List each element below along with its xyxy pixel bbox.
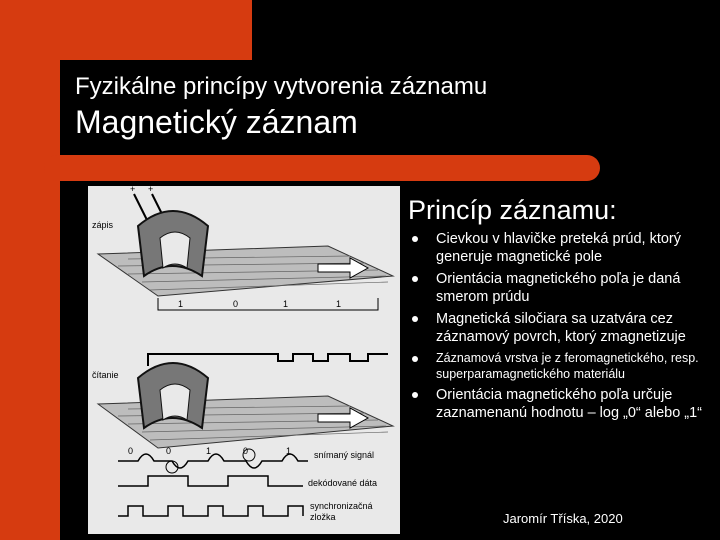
bit-top-1: 1 xyxy=(178,299,184,309)
bullet-text: Cievkou v hlavičke preteká prúd, ktorý generuje magnetické pole xyxy=(436,231,681,265)
sensed-signal-label: snímaný signál xyxy=(314,450,375,460)
title-underline-bar xyxy=(60,155,600,181)
bullet-item xyxy=(412,270,712,306)
bullet-dot-icon xyxy=(412,316,418,322)
bit-bracket-top xyxy=(158,298,378,310)
recording-diagram xyxy=(88,186,400,534)
bullet-list xyxy=(412,230,712,426)
read-label: čítanie xyxy=(92,370,119,380)
bullet-item xyxy=(412,386,712,422)
bit-bottom-3: 1 xyxy=(206,446,212,456)
section-heading: Princíp záznamu: xyxy=(408,195,617,225)
author-footer: Jaromír Tříska, 2020 xyxy=(503,511,623,526)
bit-top-3: 1 xyxy=(283,299,289,309)
slide-title: Magnetický záznam xyxy=(75,104,358,140)
bullet-item xyxy=(412,310,712,346)
bullet-item xyxy=(412,230,712,266)
bit-bottom-5: 1 xyxy=(286,446,292,456)
plus-sign-2: + xyxy=(148,186,154,194)
bit-bottom-4: 0 xyxy=(243,446,249,456)
sync-label-line1: synchronizačná xyxy=(310,501,373,511)
slide-subtitle: Fyzikálne princípy vytvorenia záznamu xyxy=(75,73,488,100)
bit-top-4: 1 xyxy=(336,299,342,309)
sync-label-line2: zložka xyxy=(310,512,336,522)
bullet-text: Orientácia magnetického poľa určuje zaznamenanú hodnotu – log „0“ alebo „1“ xyxy=(436,387,703,421)
sensed-signal-wave xyxy=(118,454,308,468)
decoded-data-label: dekódované dáta xyxy=(308,478,378,488)
bullet-dot-icon xyxy=(412,356,418,362)
write-label: zápis xyxy=(92,220,114,230)
write-head-gap xyxy=(160,232,190,268)
bullet-dot-icon xyxy=(412,236,418,242)
bullet-item xyxy=(412,350,712,382)
magnetic-recording-figure xyxy=(88,186,400,534)
bit-top-2: 0 xyxy=(233,299,239,309)
bullet-dot-icon xyxy=(412,276,418,282)
plus-sign-1: + xyxy=(130,186,136,194)
bullet-text: Magnetická siločiara sa uzatvára cez záznamový povrch, ktorý zmagnetizuje xyxy=(436,311,686,345)
bit-bottom-2: 0 xyxy=(166,446,172,456)
read-head-gap xyxy=(160,384,190,420)
bullet-text: Záznamová vrstva je z feromagnetického, resp. superparamagnetického materiálu xyxy=(436,351,699,381)
bullet-dot-icon xyxy=(412,392,418,398)
bullet-text: Orientácia magnetického poľa je daná smerom prúdu xyxy=(436,271,681,305)
bit-bottom-1: 0 xyxy=(128,446,134,456)
sync-component-wave xyxy=(118,506,303,516)
decoded-data-wave xyxy=(118,476,303,486)
wire-1 xyxy=(134,194,148,222)
